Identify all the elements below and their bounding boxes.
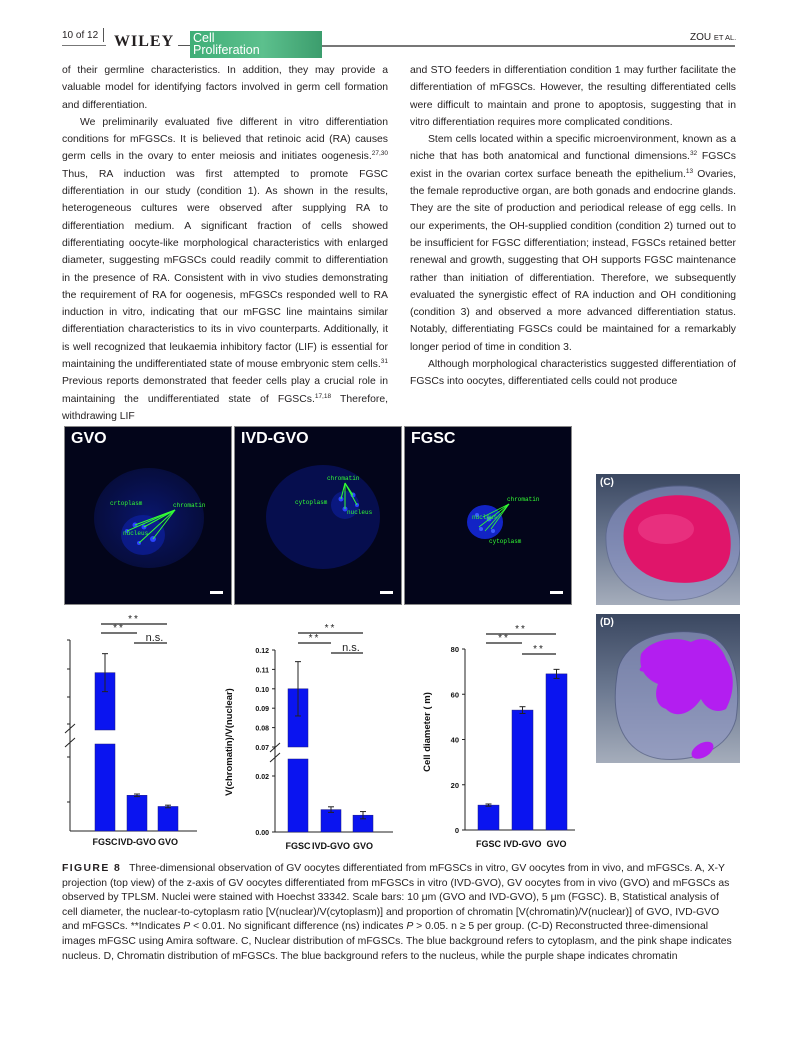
y-tick-label: 0.02 <box>255 774 269 781</box>
figure-label: FIGURE 8 <box>62 863 122 874</box>
bar <box>546 674 567 830</box>
panel-title: IVD-GVO <box>241 430 309 447</box>
text-run: Stem cells located within a specific microenvironment, known as a niche that has both anatomical and functional dimensions. <box>410 134 736 163</box>
scale-bar <box>380 591 393 594</box>
y-tick-label: 0.07 <box>255 745 269 752</box>
panel-c-3d-nucleus <box>596 474 740 605</box>
citation[interactable]: 27,30 <box>371 150 388 158</box>
citation[interactable]: 17,18 <box>314 392 332 400</box>
cell-image <box>65 427 232 605</box>
citation[interactable]: 32 <box>689 150 698 158</box>
citation[interactable]: 31 <box>380 358 388 366</box>
caption-text: Three-dimensional observation of GV oocytes differentiated from mFGSCs in vitro, GV oocytes from in vivo, and mFGSCs. A, X-Y projection (top view) of the z-axis of GV oocytes differentiated from mFGSCs in vitro (IVD-GVO), GV oocytes from in vivo (GVO) and mFGSCs as observed by TPLSM. Nuclei were stained with Hoechst 33342. Scale bars: 10 μm (GVO and IVD-GVO), 5 μm (FGSC). B, Statistical analysis of cell diameter, the nuclear-to-cytoplasm ratio [V(nuclear)/V(cytoplasm)] and proportion of chromatin [V(chromatin)/V(nuclear)] of GVO, IVD-GVO and mFGSCs. **Indicates <box>62 863 730 933</box>
bar <box>512 710 533 830</box>
y-tick-label: 0.08 <box>255 725 269 733</box>
x-tick-label: IVD-GVO <box>117 837 157 847</box>
y-tick-label: 0.10 <box>255 686 269 694</box>
y-tick-label: 0.09 <box>255 706 269 714</box>
bar <box>127 795 147 831</box>
significance-label: n.s. <box>145 632 164 644</box>
x-tick-label: IVD-GVO <box>311 841 351 851</box>
y-axis-label: Cell diameter ( m) <box>422 692 433 772</box>
panel-d-3d-chromatin <box>596 614 740 763</box>
y-tick-label: 40 <box>450 735 459 745</box>
panel-title: FGSC <box>411 430 456 447</box>
significance-label: n.s. <box>342 642 360 654</box>
header-rule-left <box>62 45 106 46</box>
p-symbol: P <box>406 921 414 933</box>
y-tick-label: 80 <box>450 645 459 654</box>
chart-cell-diameter <box>410 612 590 852</box>
journal-name-line1: Cell <box>193 31 215 45</box>
bar <box>288 759 308 832</box>
significance-label: ** <box>533 644 545 655</box>
significance-label: ** <box>515 624 527 635</box>
text-run: Previous reports demonstrated that feeder cells play a crucial role in maintaining the undifferentiated state of FGSCs. <box>62 376 388 405</box>
significance-label: ** <box>498 633 510 644</box>
label-nucleus: nucleus <box>347 509 373 516</box>
header-divider <box>103 28 104 42</box>
y-axis-label: V(chromatin)/V(nuclear) <box>224 688 235 796</box>
scale-bar <box>550 591 563 594</box>
label-cytoplasm: cytoplasm <box>295 499 328 506</box>
text-run: Thus, RA induction was first attempted to promote FGSC differentiation in our study (condition 1). As shown in the results, heterogeneous cultures were observed after supplying RA to differentiation medium. A significant fraction of cells showed differentiating oocyte-like morphological characteristics with enlarged diameter, suggesting mFGSCs could readily commit to differentiation in the presence of RA. Consistent with in vivo studies demonstrating the requirement of RA for oogenesis, mFGSCs responded well to RA induction in vitro, indicating that our mFGSC line maintains similar differentiation characteristics to its in vivo counterparts. Additionally, it is well recognized that leukaemia inhibitory factor (LIF) is essential for maintaining the undifferentiated state of mouse embryonic stem cells. <box>62 168 388 371</box>
citation[interactable]: 13 <box>685 167 694 175</box>
chart-chromatin-proportion <box>215 612 395 852</box>
significance-label: ** <box>128 614 140 625</box>
page-number: 10 of 12 <box>62 30 99 41</box>
micro-panel-gvo <box>64 426 232 605</box>
bar <box>95 744 115 831</box>
text-run: We preliminarily evaluated five different in vitro differentiation conditions for mFGSCs. It is believed that retinoic acid (RA) causes germ cells in the ovary to enter meiosis and initiates oogenesis. <box>62 116 388 163</box>
y-tick-label: 0.12 <box>255 648 269 655</box>
journal-name-line2: Proliferation <box>193 43 260 57</box>
figure-caption <box>62 862 737 964</box>
label-nucleus: nucleus <box>472 514 498 521</box>
label-nucleus: nucleus <box>123 530 149 537</box>
bar <box>478 805 499 830</box>
y-tick-label: 0 <box>454 826 459 835</box>
author-etal: ET AL. <box>713 33 737 42</box>
x-tick-label: IVD-GVO <box>503 839 542 849</box>
label-chromatin: chromatin <box>507 496 540 503</box>
paragraph: and STO feeders in differentiation condition 1 may further facilitate the differentiation of mFGSCs. However, the resulting differentiated cells were difficult to maintain and prone to apoptosis, suggesting that in vitro differentiation requires more complicated conditions. <box>410 65 736 128</box>
y-tick-label: 20 <box>450 780 459 790</box>
paragraph <box>62 114 388 425</box>
label-chromatin: chromatin <box>327 475 360 482</box>
bar <box>321 810 341 832</box>
label-cytoplasm: cytoplasm <box>489 538 522 545</box>
x-tick-label: GVO <box>352 841 374 851</box>
right-column <box>410 62 736 391</box>
y-tick-label: 0.00 <box>255 830 269 837</box>
caption-text: < 0.01. No significant difference (ns) indicates <box>190 921 407 933</box>
x-tick-label: FGSC <box>475 839 502 849</box>
left-column <box>62 62 388 425</box>
significance-label: ** <box>324 623 337 634</box>
author-name: ZOU <box>690 32 712 43</box>
micro-panel-fgsc <box>404 426 572 605</box>
text-run: Therefore, withdrawing LIF <box>62 393 388 422</box>
logo-dash <box>178 45 190 46</box>
panel-label: (C) <box>600 477 614 488</box>
publisher-logo: WILEY <box>114 33 175 50</box>
cytoplasm-shape <box>266 465 380 569</box>
header-rule-right <box>322 45 735 47</box>
micro-panel-ivd-gvo <box>234 426 402 605</box>
paragraph: Although morphological characteristics suggested differentiation of FGSCs into oocytes, differentiated cells could not produce <box>410 359 736 388</box>
text-run: Ovaries, the female reproductive organ, are both gonads and endocrine glands. They are the site of production and periodical release of egg cells. In our experiments, the OH-supplied condition (condition 2) turned out to be insufficient for FGSC differentiation; instead, FGSCs retained better renewal and growth, suggesting that OH supports FGSC maintenance rather than initiation of differentiation. Therefore, we subsequently evaluated the synergistic effect of RA induction and OH conditioning (condition 3) and observed a more advanced differentiation status. Notably, differentiating FGSCs could be maintained for a remarkably longer period of time in condition 3. <box>410 168 736 353</box>
running-author <box>690 32 736 43</box>
3d-render <box>596 614 740 763</box>
label-cytoplasm: crtoplasm <box>110 500 143 507</box>
paragraph: of their germline characteristics. In addition, they may provide a valuable model for identifying factors involved in germ cell formation and differentiation. <box>62 65 388 111</box>
label-chromatin: chromatin <box>173 502 206 509</box>
p-symbol: P <box>183 921 191 933</box>
3d-render <box>596 474 740 605</box>
x-tick-label: FGSC <box>285 841 311 851</box>
paragraph <box>410 131 736 356</box>
panel-label: (D) <box>600 617 614 628</box>
scale-bar <box>210 591 223 594</box>
caption-text: > 0.05. n ≥ 5 per group. (C-D) Reconstructed three-dimensional images mFGSC using Amira software. C, Nuclear distribution of mFGSCs. The blue background refers to cytoplasm, and the pink shape indicates nucleus. D, Chromatin distribution of mFGSCs. The blue background refers to the nucleus, while the purple shape indicates chromatin <box>62 921 732 962</box>
cell-image <box>235 427 402 605</box>
text-run: FGSCs exist in the ovarian cortex surface beneath the epithelium. <box>410 151 736 180</box>
significance-label: ** <box>113 623 125 634</box>
panel-title: GVO <box>71 430 107 447</box>
cell-image <box>405 427 572 605</box>
x-tick-label: FGSC <box>92 837 118 847</box>
x-tick-label: GVO <box>546 839 567 849</box>
chart-nuclear-cytoplasm-ratio <box>55 612 220 852</box>
y-tick-label: 0.11 <box>255 667 269 675</box>
x-tick-label: GVO <box>157 837 179 847</box>
journal-logo <box>190 31 322 58</box>
significance-label: ** <box>308 633 321 644</box>
y-tick-label: 60 <box>450 690 459 700</box>
bar <box>158 806 178 831</box>
